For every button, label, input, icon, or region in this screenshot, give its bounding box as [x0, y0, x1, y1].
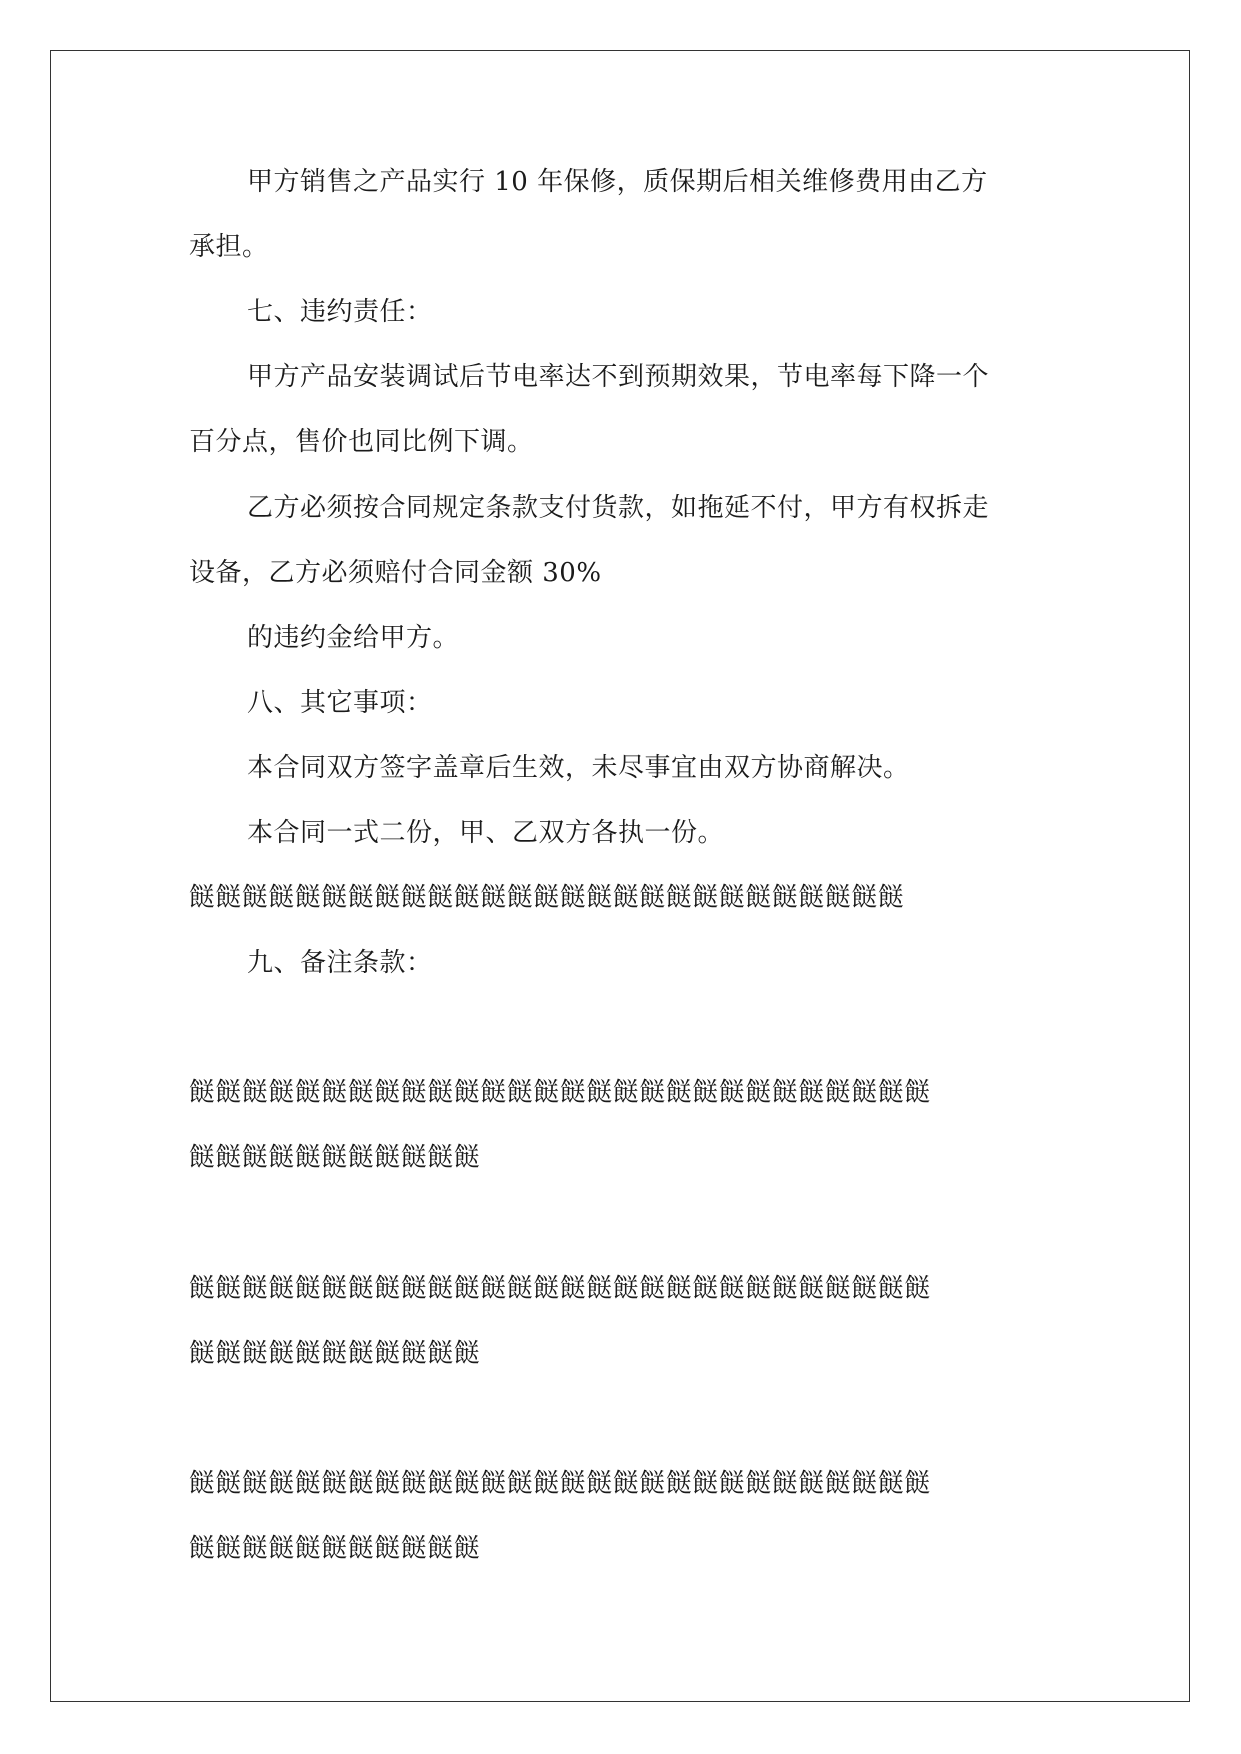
- warranty-paragraph-line-2: 承担。: [189, 232, 269, 262]
- section-heading-other-matters: 八、其它事项：: [247, 688, 433, 718]
- other-matters-clause-1: 本合同双方签字盖章后生效，未尽事宜由双方协商解决。: [247, 753, 910, 783]
- warranty-paragraph-line-1: 甲方销售之产品实行 10 年保修，质保期后相关维修费用由乙方: [247, 167, 988, 197]
- section-heading-breach-liability: 七、违约责任：: [247, 297, 433, 327]
- filler-text-line: 餸餸餸餸餸餸餸餸餸餸餸餸餸餸餸餸餸餸餸餸餸餸餸餸餸餸餸: [189, 883, 905, 913]
- remarks-block-2-line-2: 餸餸餸餸餸餸餸餸餸餸餸: [189, 1339, 481, 1369]
- breach-clause-2-line-1: 乙方必须按合同规定条款支付货款，如拖延不付，甲方有权拆走: [247, 493, 990, 523]
- remarks-block-2-line-1: 餸餸餸餸餸餸餸餸餸餸餸餸餸餸餸餸餸餸餸餸餸餸餸餸餸餸餸餸: [189, 1274, 932, 1304]
- remarks-block-1-line-1: 餸餸餸餸餸餸餸餸餸餸餸餸餸餸餸餸餸餸餸餸餸餸餸餸餸餸餸餸: [189, 1078, 932, 1108]
- remarks-block-3-line-2: 餸餸餸餸餸餸餸餸餸餸餸: [189, 1534, 481, 1564]
- breach-clause-2-line-3: 的违约金给甲方。: [247, 623, 460, 653]
- remarks-block-3-line-1: 餸餸餸餸餸餸餸餸餸餸餸餸餸餸餸餸餸餸餸餸餸餸餸餸餸餸餸餸: [189, 1469, 932, 1499]
- page-border: [50, 50, 1190, 1702]
- breach-clause-1-line-2: 百分点，售价也同比例下调。: [189, 427, 534, 457]
- other-matters-clause-2: 本合同一式二份，甲、乙双方各执一份。: [247, 818, 725, 848]
- breach-clause-2-line-2: 设备，乙方必须赔付合同金额 30%: [189, 558, 602, 588]
- section-heading-remarks: 九、备注条款：: [247, 948, 433, 978]
- breach-clause-1-line-1: 甲方产品安装调试后节电率达不到预期效果，节电率每下降一个: [247, 362, 990, 392]
- remarks-block-1-line-2: 餸餸餸餸餸餸餸餸餸餸餸: [189, 1143, 481, 1173]
